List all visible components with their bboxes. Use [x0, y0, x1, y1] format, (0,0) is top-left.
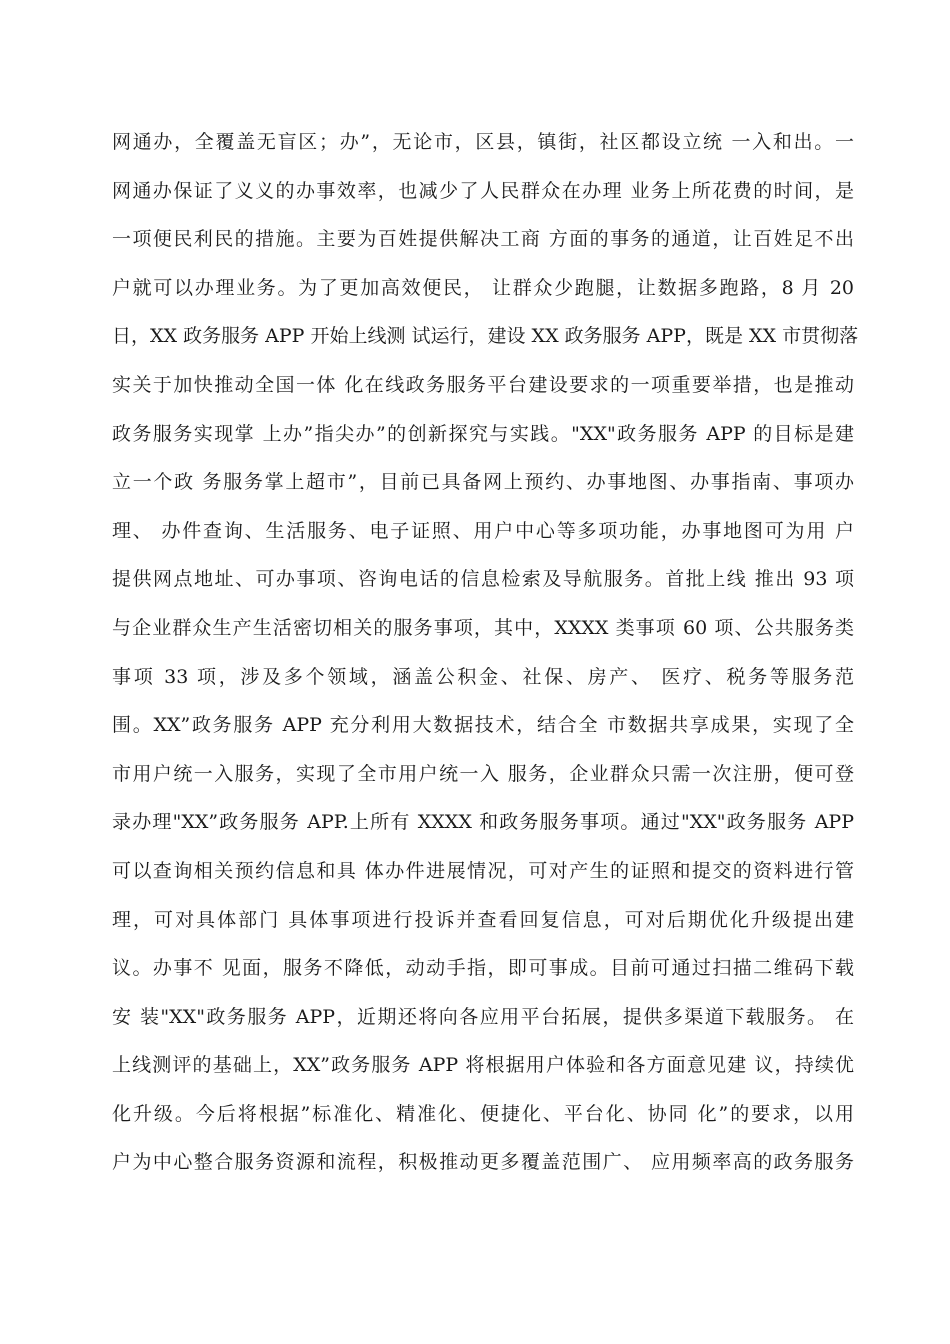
- text-line: 可以查询相关预约信息和具 体办件进展情况，可对产生的证照和提交的资料进行管: [112, 859, 854, 882]
- text-line: 网通办，全覆盖无盲区；办”，无论市，区县，镇街，社区都设立统 一入和出。一: [112, 131, 854, 153]
- text-line: 实关于加快推动全国一体 化在线政务服务平台建设要求的一项重要举措，也是推动: [112, 373, 854, 396]
- text-line: 户为中心整合服务资源和流程，积极推动更多覆盖范围广、 应用频率高的政务服务: [112, 1151, 854, 1174]
- text-line: 理，可对具体部门 具体事项进行投诉并查看回复信息，可对后期优化升级提出建: [112, 908, 854, 931]
- text-line: 围。XX”政务服务 APP 充分利用大数据技术，结合全 市数据共享成果，实现了全: [112, 714, 854, 737]
- text-line: 录办理"XX”政务服务 APP.上所有 XXXX 和政务服务事项。通过"XX"政务服务 APP: [112, 811, 854, 834]
- text-line: 户就可以办理业务。为了更加高效便民， 让群众少跑腿，让数据多跑路，8 月 20: [112, 276, 854, 299]
- text-line: 提供网点地址、可办事项、咨询电话的信息检索及导航服务。首批上线 推出 93 项: [112, 568, 854, 591]
- text-line: 与企业群众生产生活密切相关的服务事项，其中，XXXX 类事项 60 项、公共服务类: [112, 616, 854, 639]
- text-line: 政务服务实现掌 上办”指尖办”的创新探究与实践。"XX"政务服务 APP 的目标是建: [112, 422, 854, 445]
- text-line: 日，XX 政务服务 APP 开始上线测 试运行，建设 XX 政务服务 APP，既是 XX 市贯彻落: [112, 325, 859, 348]
- text-line: 化升级。今后将根据”标准化、精准化、便捷化、平台化、协同 化”的要求，以用: [112, 1102, 854, 1125]
- text-line: 市用户统一入服务，实现了全市用户统一入 服务，企业群众只需一次注册，便可登: [112, 762, 854, 785]
- body-paragraph: [112, 122, 859, 1191]
- text-line: 立一个政 务服务掌上超市”，目前已具备网上预约、办事地图、办事指南、事项办: [112, 471, 854, 494]
- text-line: 理、 办件查询、生活服务、电子证照、用户中心等多项功能，办事地图可为用 户: [112, 519, 854, 542]
- text-line: 安 装"XX"政务服务 APP，近期还将向各应用平台拓展，提供多渠道下载服务。 在: [112, 1005, 854, 1028]
- text-line: 一项便民利民的措施。主要为百姓提供解决工商 方面的事务的通道，让百姓足不出: [112, 228, 854, 251]
- text-line: 议。办事不 见面，服务不降低，动动手指，即可事成。目前可通过扫描二维码下载: [112, 957, 854, 980]
- text-line: 事项 33 项，涉及多个领域，涵盖公积金、社保、房产、 医疗、税务等服务范: [112, 665, 854, 688]
- text-line: 上线测评的基础上，XX”政务服务 APP 将根据用户体验和各方面意见建 议，持续优: [112, 1054, 854, 1077]
- text-line: 网通办保证了义义的办事效率，也减少了人民群众在办理 业务上所花费的时间，是: [112, 179, 854, 202]
